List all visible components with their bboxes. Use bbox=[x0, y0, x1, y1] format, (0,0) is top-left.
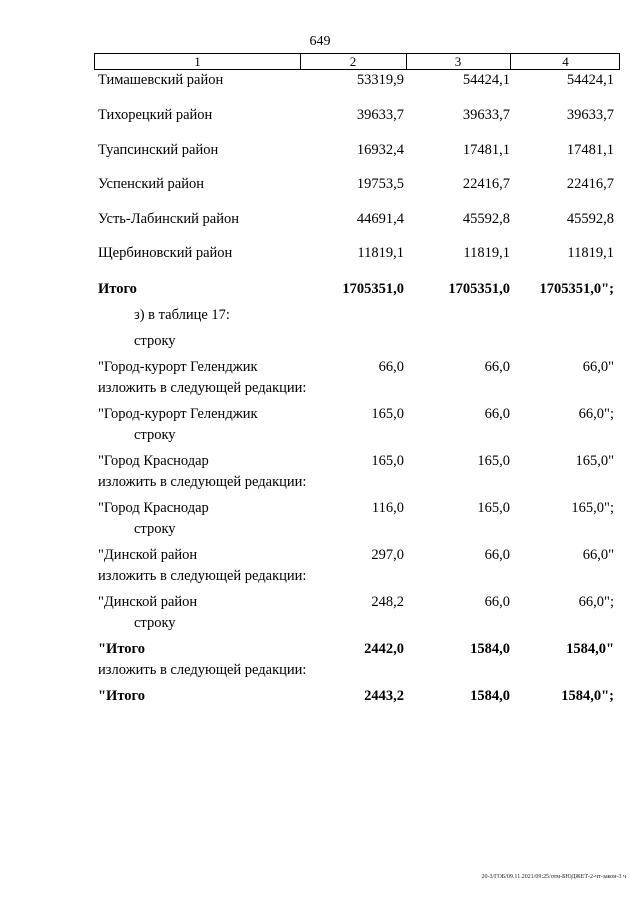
page-number: 649 bbox=[309, 34, 331, 49]
value-col-3: 66,0 bbox=[484, 547, 510, 563]
value-col-3: 11819,1 bbox=[463, 245, 510, 261]
value-col-3: 165,0 bbox=[477, 500, 510, 516]
value-col-4: 39633,7 bbox=[566, 107, 614, 123]
value-col-3: 66,0 bbox=[484, 406, 510, 422]
column-header-2: 2 bbox=[349, 54, 357, 69]
row-label: "Город Краснодар bbox=[98, 500, 209, 516]
column-header-1: 1 bbox=[194, 54, 201, 69]
value-col-4: 1705351,0"; bbox=[539, 281, 614, 297]
column-header-3: 3 bbox=[454, 54, 462, 69]
value-col-3: 39633,7 bbox=[462, 107, 510, 123]
row-label: "Динской район bbox=[98, 594, 198, 610]
value-col-3: 22416,7 bbox=[462, 176, 510, 192]
value-col-2: 297,0 bbox=[371, 547, 404, 563]
column-header-row bbox=[94, 53, 620, 70]
value-col-2: 53319,9 bbox=[356, 72, 404, 88]
value-col-2: 248,2 bbox=[371, 594, 404, 610]
value-col-2: 11819,1 bbox=[357, 245, 404, 261]
value-col-2: 16932,4 bbox=[356, 142, 404, 158]
value-col-4: 1584,0"; bbox=[561, 688, 614, 704]
value-col-2: 44691,4 bbox=[356, 211, 404, 227]
row-label: "Город-курорт Геленджик bbox=[98, 406, 258, 422]
value-col-2: 39633,7 bbox=[356, 107, 404, 123]
value-col-4: 66,0"; bbox=[578, 406, 614, 422]
value-col-2: 116,0 bbox=[371, 500, 404, 516]
value-col-4: 54424,1 bbox=[566, 72, 614, 88]
value-col-3: 17481,1 bbox=[462, 142, 510, 158]
row-label: Успенский район bbox=[98, 176, 204, 192]
value-col-4: 66,0"; bbox=[578, 594, 614, 610]
value-col-3: 45592,8 bbox=[462, 211, 510, 227]
value-col-4: 11819,1 bbox=[567, 245, 614, 261]
row-label: "Итого bbox=[98, 641, 145, 657]
row-label: Усть-Лабинский район bbox=[98, 211, 239, 227]
value-col-2: 2442,0 bbox=[364, 641, 404, 657]
row-label: "Итого bbox=[98, 688, 145, 704]
value-col-2: 66,0 bbox=[378, 359, 404, 375]
row-label: "Город Краснодар bbox=[98, 453, 209, 469]
value-col-4: 1584,0" bbox=[566, 641, 614, 657]
row-label: Тихорецкий район bbox=[98, 107, 213, 123]
row-label: Туапсинский район bbox=[98, 142, 219, 158]
value-col-4: 66,0" bbox=[582, 359, 614, 375]
row-label: "Динской район bbox=[98, 547, 198, 563]
document-footer: 20-3/ГОБ/09.11.2021/09:25/отм-БЮДЖЕТ-2-чт-закон-3 ч bbox=[481, 874, 626, 880]
value-col-3: 66,0 bbox=[484, 359, 510, 375]
value-col-3: 165,0 bbox=[477, 453, 510, 469]
value-col-3: 54424,1 bbox=[462, 72, 510, 88]
row-label: Итого bbox=[98, 281, 137, 297]
value-col-4: 17481,1 bbox=[566, 142, 614, 158]
column-header-4: 4 bbox=[562, 54, 569, 69]
value-col-3: 1584,0 bbox=[470, 641, 510, 657]
row-label: "Город-курорт Геленджик bbox=[98, 359, 258, 375]
value-col-3: 1705351,0 bbox=[448, 281, 510, 297]
value-col-2: 19753,5 bbox=[356, 176, 404, 192]
value-col-4: 165,0" bbox=[575, 453, 614, 469]
value-col-4: 165,0"; bbox=[571, 500, 614, 516]
value-col-2: 2443,2 bbox=[364, 688, 404, 704]
value-col-3: 1584,0 bbox=[470, 688, 510, 704]
value-col-4: 45592,8 bbox=[566, 211, 614, 227]
value-col-2: 165,0 bbox=[371, 406, 404, 422]
row-label: Щербиновский район bbox=[98, 245, 233, 261]
value-col-2: 165,0 bbox=[371, 453, 404, 469]
value-col-4: 66,0" bbox=[582, 547, 614, 563]
value-col-4: 22416,7 bbox=[566, 176, 614, 192]
value-col-2: 1705351,0 bbox=[342, 281, 404, 297]
value-col-3: 66,0 bbox=[484, 594, 510, 610]
row-label: Тимашевский район bbox=[98, 72, 224, 88]
